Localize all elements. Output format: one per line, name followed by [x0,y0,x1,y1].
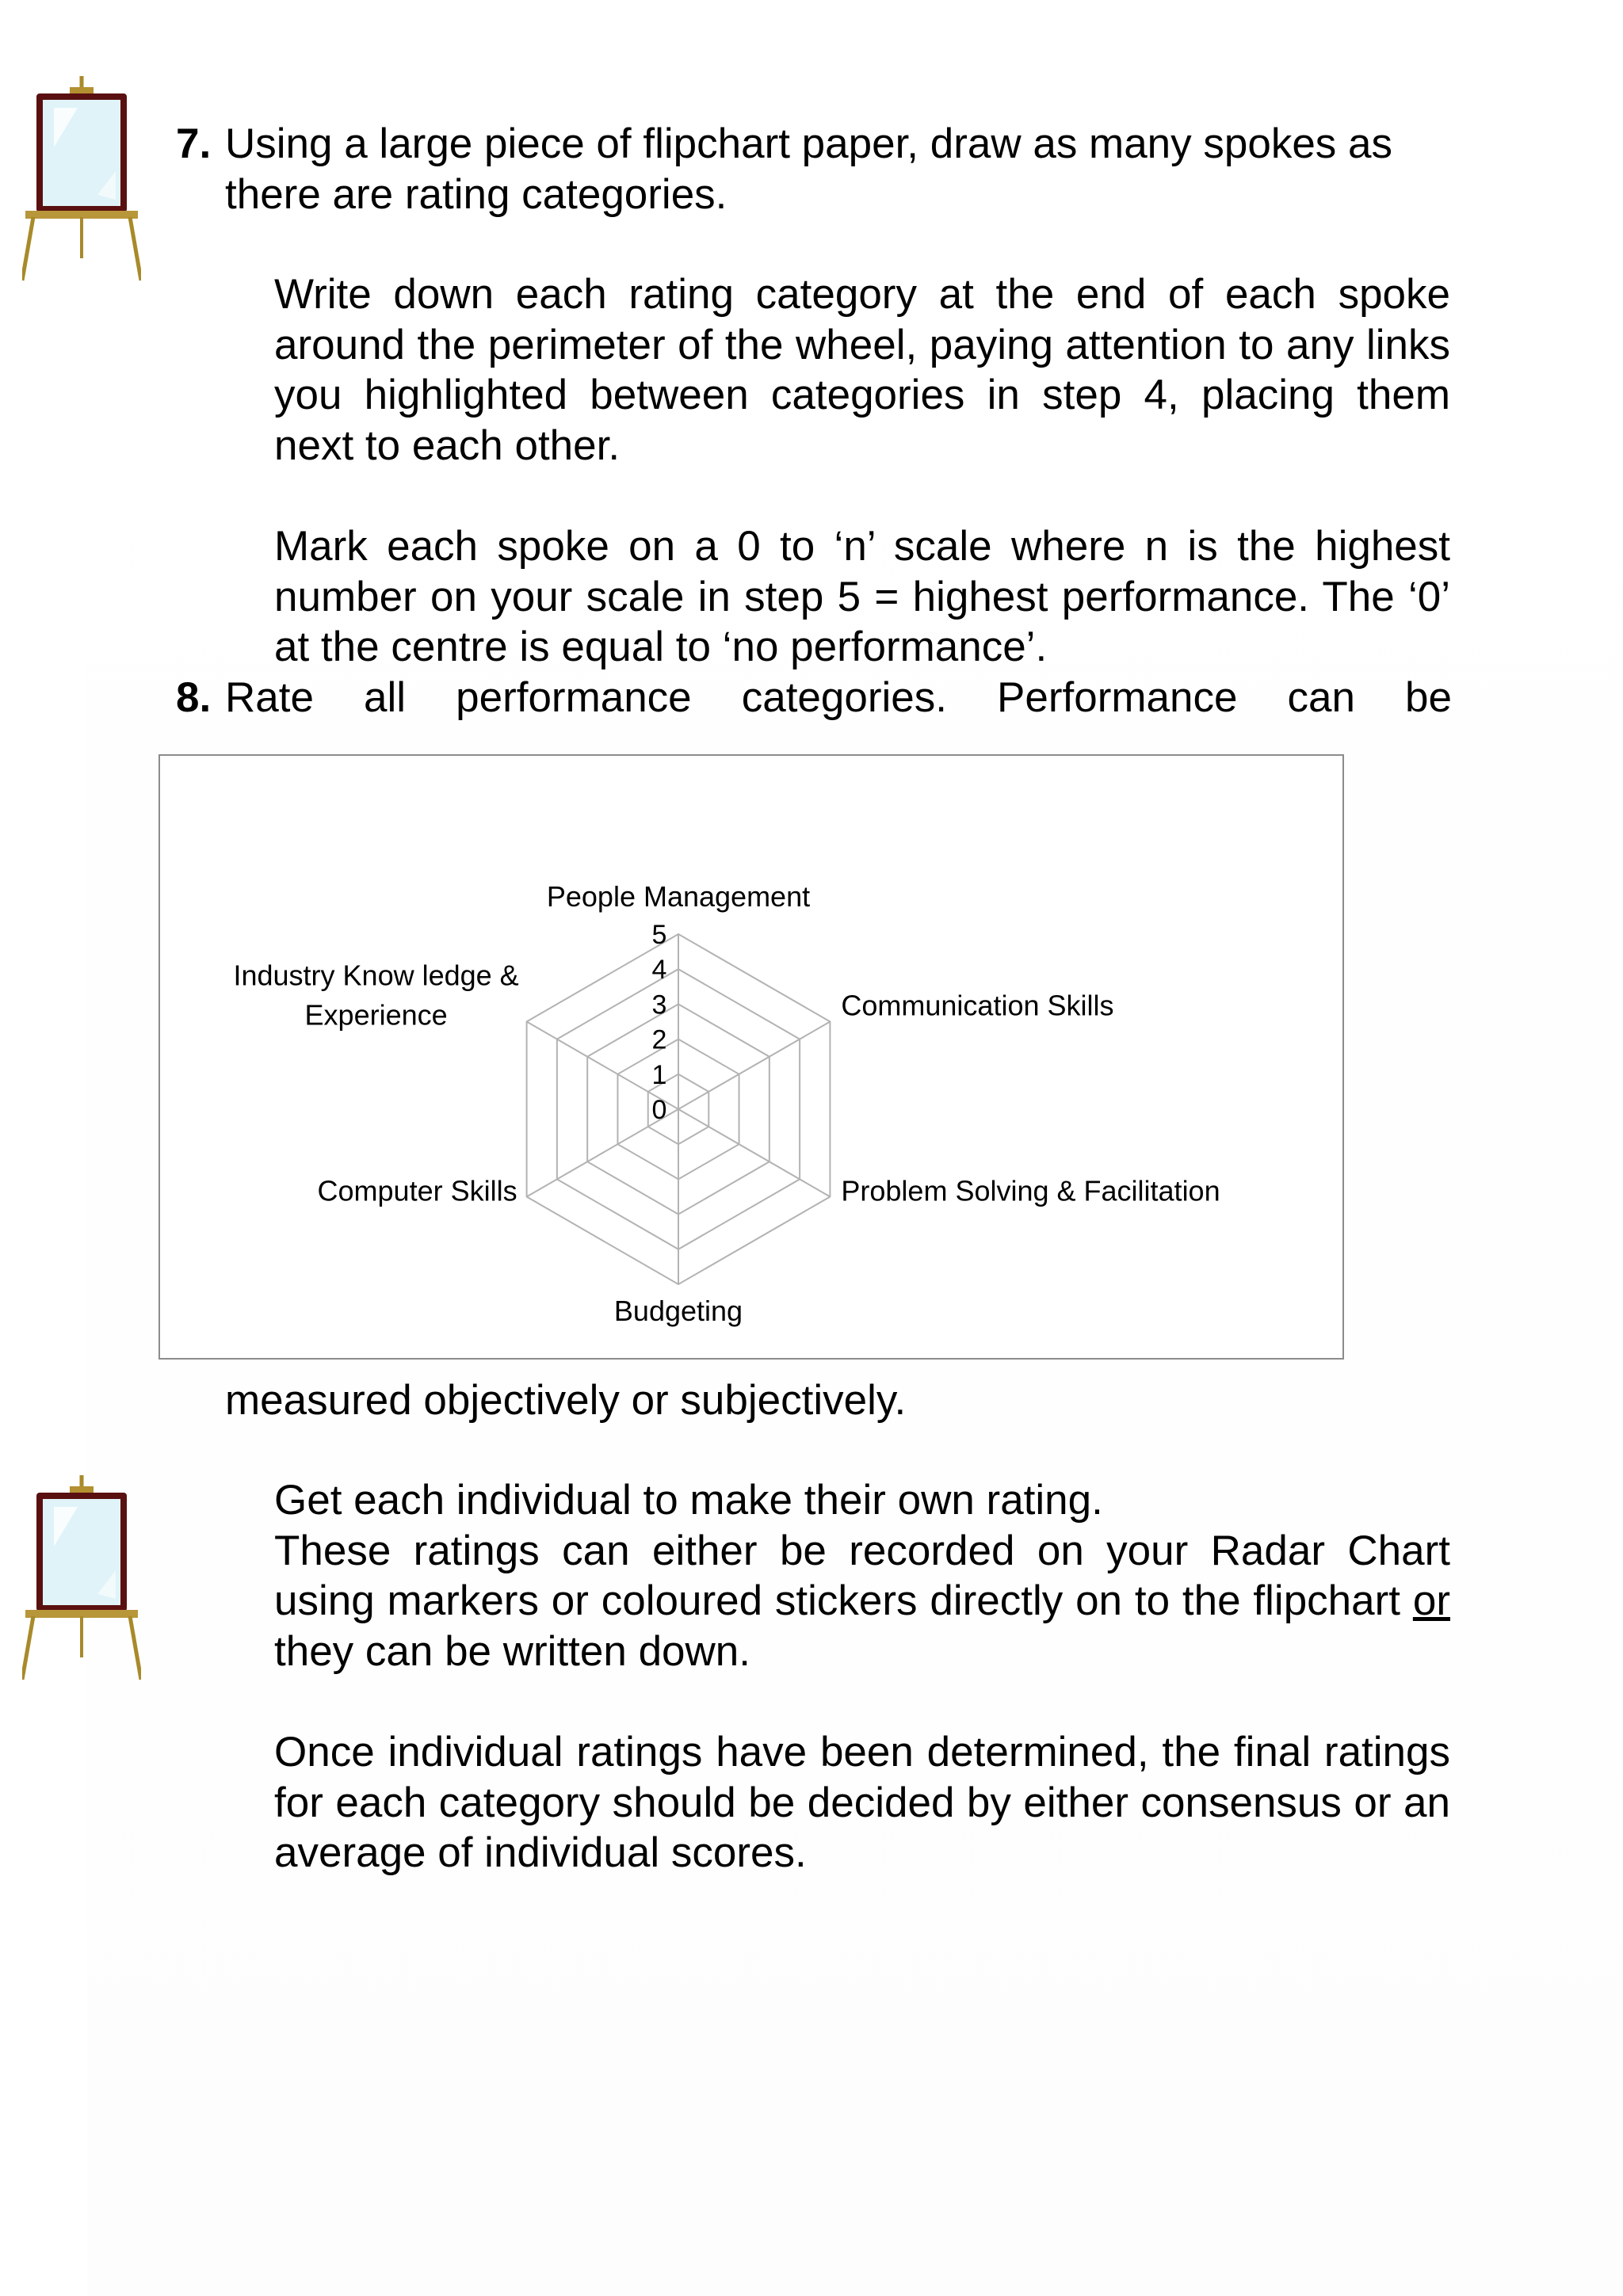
radar-spoke-2 [678,1109,830,1197]
step-8-paragraph-2-first-line: Get each individual to make their own rating. [274,1477,1103,1524]
step-8-paragraph-2 [274,1475,1450,1676]
step-7-number: 7. [176,120,212,167]
radar-category-label-line: Experience [304,998,448,1032]
step-8-paragraph-2-body [274,1526,1450,1677]
step-7-paragraph-2: Write down each rating category at the end of each spoke around the perimeter of the wheel, paying attention to any links you highlighted between categories in step 4, placing them next to each other. [274,271,1450,469]
radar-category-label-line: Budgeting [613,1295,743,1327]
step-8-heading [176,673,1452,723]
radar-scale-label: 2 [651,1024,667,1055]
radar-category-label-line: Computer Skills [317,1174,517,1207]
radar-category-label [547,880,810,913]
radar-chart-svg [160,756,1346,1361]
radar-category-label [318,1175,517,1207]
radar-scale-label: 4 [651,955,667,986]
step-7-paragraph-3: Mark each spoke on a 0 to ‘n’ scale where n is the highest number on your scale in step 5 = highest performance. The ‘0’ at the centre is equal to ‘no performance’. [274,523,1450,670]
radar-category-label [233,959,518,1032]
step-7-line-1: Using a large piece of flipchart paper, draw as many spokes as [225,120,1393,167]
step-7-heading [176,119,1452,219]
step-7-line-2: there are rating categories. [225,170,727,218]
radar-category-label-line: Problem Solving & Facilitation [841,1174,1220,1207]
step-8-paragraph-3: Once individual ratings have been determined, the final ratings for each category should be decided by either consensus or an average of individual scores. [274,1729,1450,1876]
radar-scale-label: 5 [651,920,667,950]
radar-category-label-line: Communication Skills [841,989,1114,1022]
radar-category-label [841,1175,1220,1207]
radar-scale-label: 3 [651,990,667,1020]
step-8-line-1: Rate all performance categories. Performance can be [225,674,1452,721]
radar-scale-label: 1 [651,1059,667,1090]
radar-scale-label: 0 [651,1095,667,1125]
step-8-line-2: measured objectively or subjectively. [225,1377,907,1424]
step-8-paragraph-2-end: they can be written down. [274,1627,751,1675]
radar-category-label-line: People Management [546,880,811,913]
easel-mirror-icon [22,76,141,282]
radar-chart [158,754,1344,1360]
step-8-paragraph-2-text: These ratings can either be recorded on your Radar Chart using markers or coloured stickers directly on to the flipchart [274,1527,1450,1624]
step-8-number: 8. [176,674,212,721]
easel-mirror-icon [22,1475,141,1681]
underlined-or: or [1412,1577,1450,1624]
radar-category-label [841,990,1113,1022]
radar-category-label-line: Industry Know ledge & [233,959,519,992]
radar-spoke-1 [678,1022,830,1110]
radar-category-label [614,1295,743,1327]
